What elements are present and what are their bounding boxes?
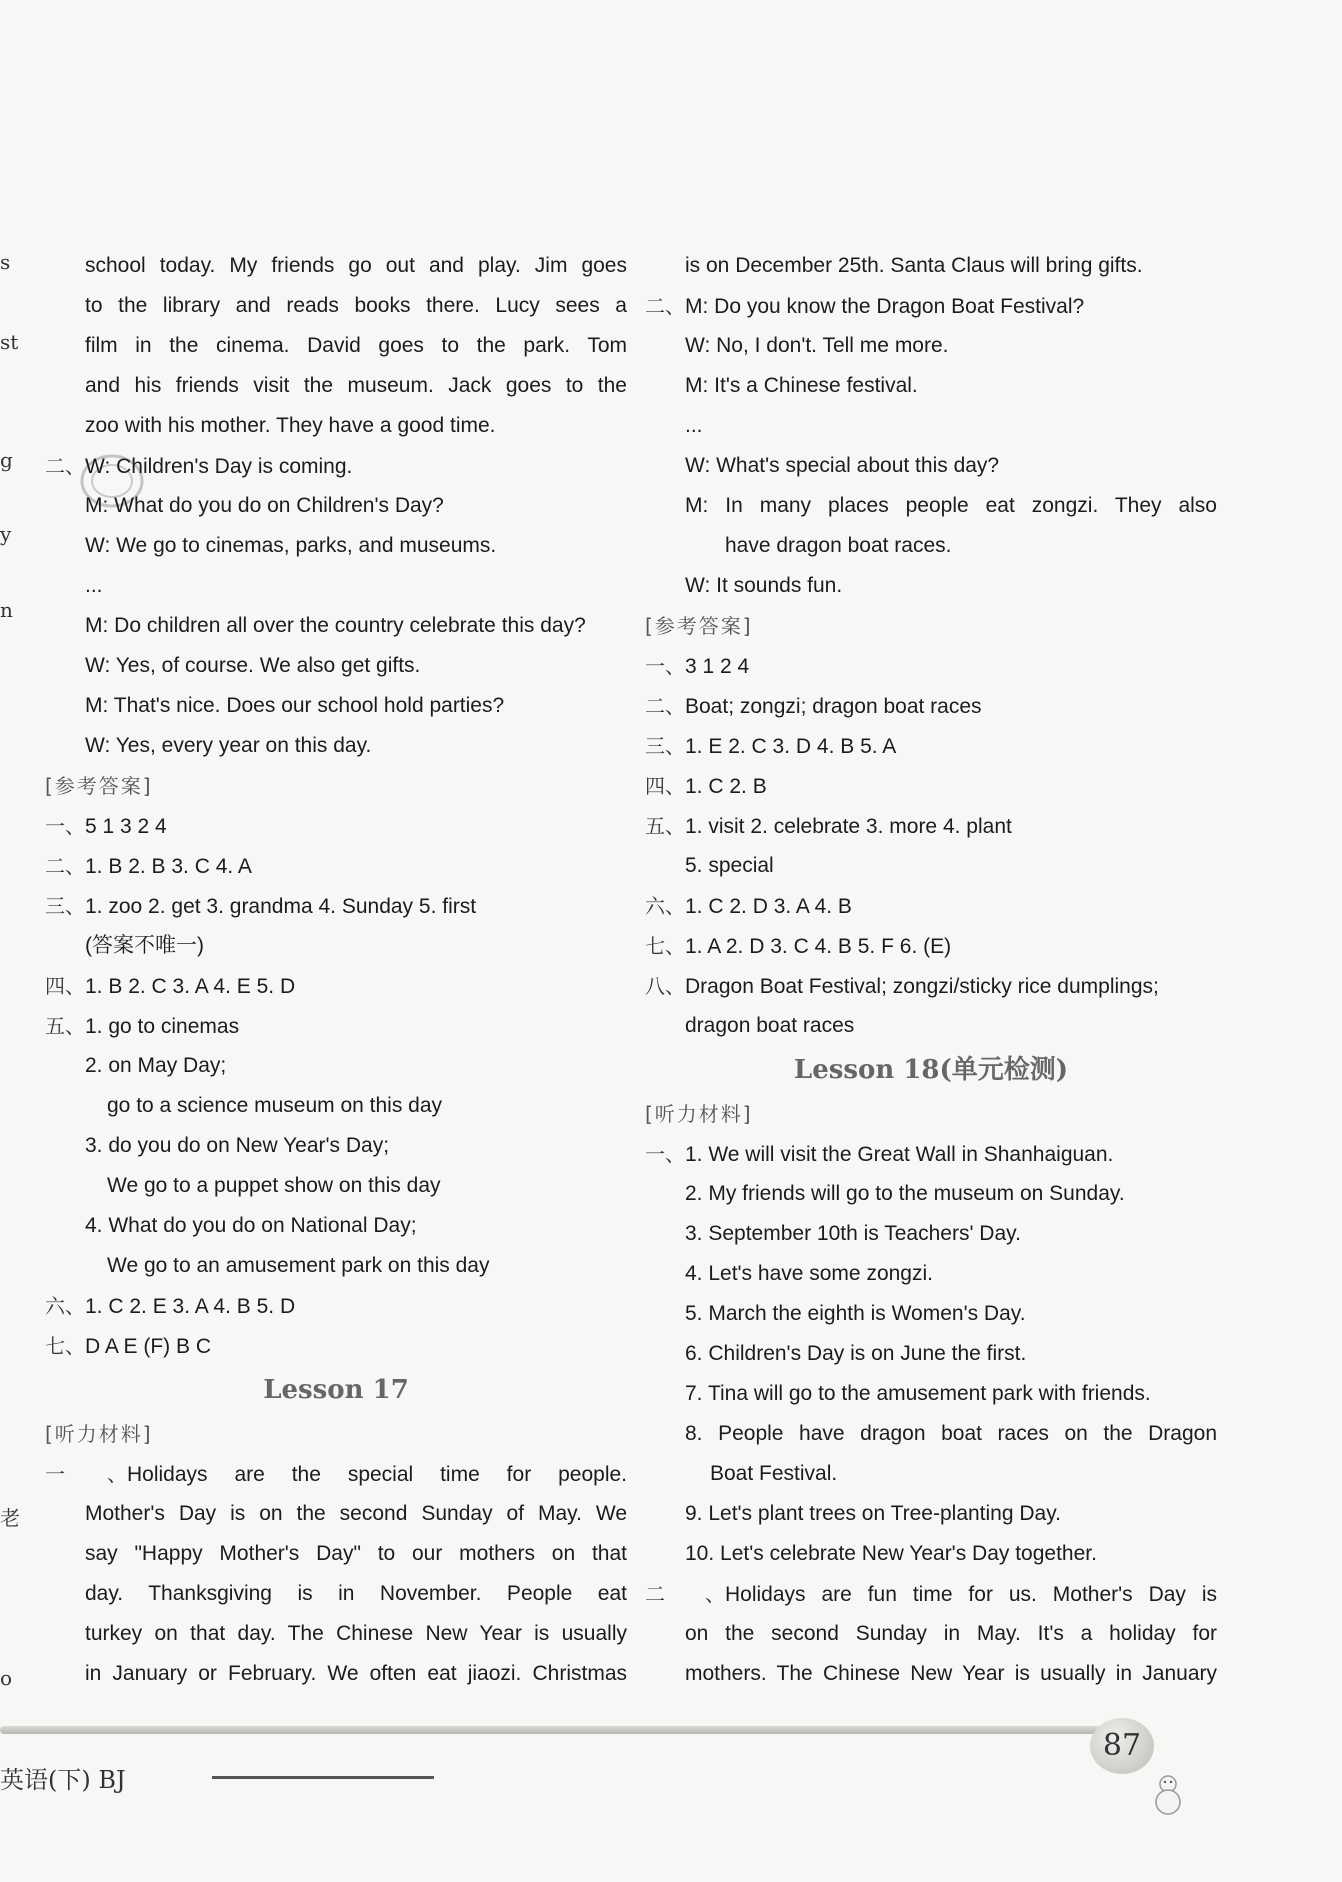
passage-line: Mother's Day is on the second Sunday of May. We: [85, 1502, 627, 1525]
dialog-line: W: No, I don't. Tell me more.: [685, 334, 949, 357]
dialog-line: W: Yes, every year on this day.: [85, 734, 372, 757]
dialog-line: M: That's nice. Does our school hold parties?: [85, 694, 505, 717]
passage-line: and his friends visit the museum. Jack goes to the: [85, 374, 627, 397]
right-column: [645, 246, 1217, 1694]
passage-line: say "Happy Mother's Day" to our mothers on that: [85, 1542, 627, 1565]
passage-line: 二、Holidays are fun time for us. Mother's Day is: [645, 1582, 1217, 1606]
sentence-line: 10. Let's celebrate New Year's Day together.: [685, 1542, 1097, 1565]
answer-line: 四、1. B 2. C 3. A 4. E 5. D: [45, 974, 296, 998]
answer-line: 5. special: [685, 854, 774, 877]
answer-line: go to a science museum on this day: [107, 1094, 443, 1117]
answer-line: 二、Boat; zongzi; dragon boat races: [645, 694, 982, 718]
listening-header: [听力材料]: [645, 1102, 753, 1126]
answer-line: 八、Dragon Boat Festival; zongzi/sticky rice dumplings;: [645, 974, 1159, 998]
passage-line: school today. My friends go out and play. Jim goes: [85, 254, 627, 277]
sentence-line: 9. Let's plant trees on Tree-planting Day.: [685, 1502, 1062, 1525]
answer-line: We go to an amusement park on this day: [107, 1254, 490, 1277]
answer-line: 七、D A E (F) B C: [45, 1334, 212, 1358]
answer-line: 三、1. E 2. C 3. D 4. B 5. A: [645, 734, 897, 758]
passage-line: is on December 25th. Santa Claus will bring gifts.: [685, 254, 1143, 277]
sentence-line: 6. Children's Day is on June the first.: [685, 1342, 1027, 1365]
answer-line: 4. What do you do on National Day;: [85, 1214, 417, 1237]
lesson-title: Lesson 18(单元检测): [793, 1055, 1069, 1085]
sentence-line: 7. Tina will go to the amusement park with friends.: [685, 1382, 1151, 1405]
dialog-line: W: It sounds fun.: [685, 574, 843, 597]
dialog-line: ...: [685, 414, 703, 437]
passage-line: 一、Holidays are the special time for people.: [45, 1462, 627, 1486]
footer-divider: [0, 1726, 1125, 1734]
answer-line: 二、1. B 2. B 3. C 4. A: [45, 854, 252, 878]
answer-line: 三、1. zoo 2. get 3. grandma 4. Sunday 5. first: [45, 894, 477, 918]
edge-fragment: y: [0, 522, 12, 546]
dialog-line: M: In many places people eat zongzi. They also: [685, 494, 1217, 517]
listening-header: [听力材料]: [45, 1422, 153, 1446]
answer-note: (答案不唯一): [85, 934, 204, 957]
dialog-line: M: Do children all over the country celebrate this day?: [85, 614, 586, 637]
answer-line: 一、5 1 3 2 4: [45, 814, 167, 838]
dialog-line: 二、M: Do you know the Dragon Boat Festival?: [645, 294, 1085, 318]
answer-line: 六、1. C 2. D 3. A 4. B: [645, 894, 852, 918]
sentence-line: 3. September 10th is Teachers' Day.: [685, 1222, 1021, 1245]
dialog-line: have dragon boat races.: [725, 534, 952, 557]
answer-line: 五、1. visit 2. celebrate 3. more 4. plant: [645, 814, 1012, 838]
dialog-line: W: We go to cinemas, parks, and museums.: [85, 534, 497, 557]
sentence-line: 8. People have dragon boat races on the Dragon: [685, 1422, 1217, 1445]
answer-line: 四、1. C 2. B: [645, 774, 767, 798]
sentence-line: Boat Festival.: [710, 1462, 838, 1485]
sentence-line: 一、1. We will visit the Great Wall in Shanhaiguan.: [645, 1142, 1114, 1166]
answer-line: 一、3 1 2 4: [645, 654, 750, 678]
answer-line: 五、1. go to cinemas: [45, 1014, 240, 1038]
answer-header: [参考答案]: [45, 774, 153, 798]
dialog-line: W: What's special about this day?: [685, 454, 1000, 477]
passage-line: on the second Sunday in May. It's a holiday for: [685, 1622, 1217, 1645]
sentence-line: 4. Let's have some zongzi.: [685, 1262, 933, 1285]
page-number: 87: [1090, 1718, 1154, 1774]
edge-fragment: st: [0, 330, 19, 354]
answer-line: 七、1. A 2. D 3. C 4. B 5. F 6. (E): [645, 934, 952, 958]
answer-line: We go to a puppet show on this day: [107, 1174, 441, 1197]
passage-line: zoo with his mother. They have a good time.: [85, 414, 496, 437]
answer-line: 2. on May Day;: [85, 1054, 227, 1077]
passage-line: day. Thanksgiving is in November. People eat: [85, 1582, 627, 1605]
passage-line: to the library and reads books there. Lucy sees a: [85, 294, 627, 317]
snowman-icon: [1148, 1770, 1188, 1816]
passage-line: in January or February. We often eat jiaozi. Christmas: [85, 1662, 627, 1685]
passage-line: turkey on that day. The Chinese New Year is usually: [85, 1622, 627, 1645]
edge-fragment: n: [0, 598, 13, 622]
dialog-line: 二、W: Children's Day is coming.: [45, 446, 627, 486]
footer-rule: [212, 1776, 434, 1779]
dialog-line: M: What do you do on Children's Day?: [85, 494, 444, 517]
dialog-line: W: Yes, of course. We also get gifts.: [85, 654, 421, 677]
left-column: [45, 246, 627, 1694]
passage-line: mothers. The Chinese New Year is usually in January: [685, 1662, 1217, 1685]
sentence-line: 2. My friends will go to the museum on Sunday.: [685, 1182, 1125, 1205]
answer-line: 3. do you do on New Year's Day;: [85, 1134, 390, 1157]
section-marker: 二、: [45, 454, 85, 478]
dialog-line: M: It's a Chinese festival.: [685, 374, 918, 397]
edge-fragment: s: [0, 250, 11, 274]
answer-line: dragon boat races: [685, 1014, 855, 1037]
answer-line: 六、1. C 2. E 3. A 4. B 5. D: [45, 1294, 296, 1318]
edge-fragment: 老: [0, 1506, 20, 1530]
answer-header: [参考答案]: [645, 614, 753, 638]
lesson-title: Lesson 17: [263, 1375, 409, 1405]
edge-fragment: o: [0, 1666, 13, 1690]
book-title: 英语(下) BJ: [0, 1766, 126, 1794]
sentence-line: 5. March the eighth is Women's Day.: [685, 1302, 1026, 1325]
dialog-line: ...: [85, 574, 103, 597]
edge-fragment: g: [0, 448, 13, 472]
passage-line: film in the cinema. David goes to the park. Tom: [85, 334, 627, 357]
